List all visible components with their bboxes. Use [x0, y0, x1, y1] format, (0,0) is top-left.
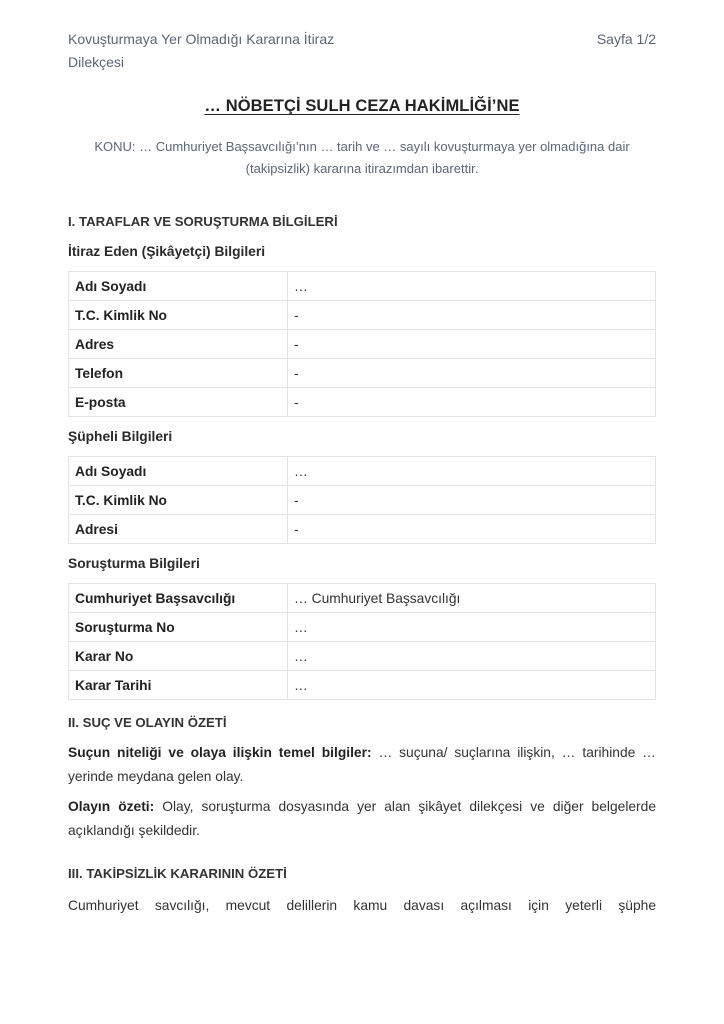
row-label: T.C. Kimlik No — [69, 301, 288, 330]
incident-summary-label: Olayın özeti: — [68, 799, 155, 814]
row-value: … — [288, 272, 656, 301]
table-row — [69, 486, 656, 515]
row-label: E-posta — [69, 388, 288, 417]
document-header-title: Kovuşturmaya Yer Olmadığı Kararına İtiraz Dilekçesi — [68, 31, 335, 70]
offense-label: Suçun niteliği ve olaya ilişkin temel bilgiler: — [68, 745, 372, 760]
suspect-table — [68, 456, 656, 544]
incident-summary-text: Olay, soruşturma dosyasında yer alan şikâyet dilekçesi ve diğer belgelerde açıklandığı şekildedir. — [68, 799, 656, 838]
incident-summary-paragraph — [68, 795, 656, 842]
row-value: … — [288, 671, 656, 700]
complainant-table — [68, 271, 656, 417]
investigation-heading: Soruşturma Bilgileri — [68, 556, 200, 571]
row-value: - — [288, 486, 656, 515]
table-row — [69, 515, 656, 544]
section-2-heading: II. SUÇ VE OLAYIN ÖZETİ — [68, 715, 227, 730]
table-row — [69, 330, 656, 359]
row-label: Karar Tarihi — [69, 671, 288, 700]
subject-line: KONU: … Cumhuriyet Başsavcılığı’nın … tarih ve … sayılı kovuşturmaya yer olmadığına dair (takipsizlik) kararına itirazımdan ibarettir. — [94, 139, 630, 176]
section-1-heading: I. TARAFLAR VE SORUŞTURMA BİLGİLERİ — [68, 214, 338, 229]
offense-text: … suçuna/ suçlarına ilişkin, … tarihinde … yerinde meydana gelen olay. — [68, 745, 656, 784]
row-value: - — [288, 388, 656, 417]
row-label: Soruşturma No — [69, 613, 288, 642]
row-label: T.C. Kimlik No — [69, 486, 288, 515]
table-row — [69, 584, 656, 613]
row-value: - — [288, 515, 656, 544]
row-value: - — [288, 330, 656, 359]
row-label: Karar No — [69, 642, 288, 671]
decision-summary-paragraph: Cumhuriyet savcılığı, mevcut delillerin kamu davası açılması için yeterli şüphe — [68, 898, 656, 913]
section-3-heading: III. TAKİPSİZLİK KARARININ ÖZETİ — [68, 866, 287, 881]
table-row — [69, 301, 656, 330]
suspect-heading: Şüpheli Bilgileri — [68, 429, 173, 444]
table-row — [69, 613, 656, 642]
row-value: - — [288, 359, 656, 388]
row-label: Telefon — [69, 359, 288, 388]
table-row — [69, 671, 656, 700]
table-row — [69, 457, 656, 486]
row-value: … — [288, 613, 656, 642]
row-label: Cumhuriyet Başsavcılığı — [69, 584, 288, 613]
row-label: Adres — [69, 330, 288, 359]
court-title-text: … NÖBETÇİ SULH CEZA HAKİMLİĞİ’NE — [204, 97, 520, 115]
court-title — [68, 97, 656, 116]
row-value: - — [288, 301, 656, 330]
row-value: … Cumhuriyet Başsavcılığı — [288, 584, 656, 613]
investigation-table — [68, 583, 656, 700]
row-label: Adı Soyadı — [69, 272, 288, 301]
table-row — [69, 272, 656, 301]
row-label: Adı Soyadı — [69, 457, 288, 486]
row-value: … — [288, 642, 656, 671]
row-value: … — [288, 457, 656, 486]
page-indicator: Sayfa 1/2 — [596, 31, 656, 47]
row-label: Adresi — [69, 515, 288, 544]
table-row — [69, 359, 656, 388]
table-row — [69, 642, 656, 671]
table-row — [69, 388, 656, 417]
complainant-heading: İtiraz Eden (Şikâyetçi) Bilgileri — [68, 244, 266, 259]
offense-paragraph — [68, 741, 656, 788]
